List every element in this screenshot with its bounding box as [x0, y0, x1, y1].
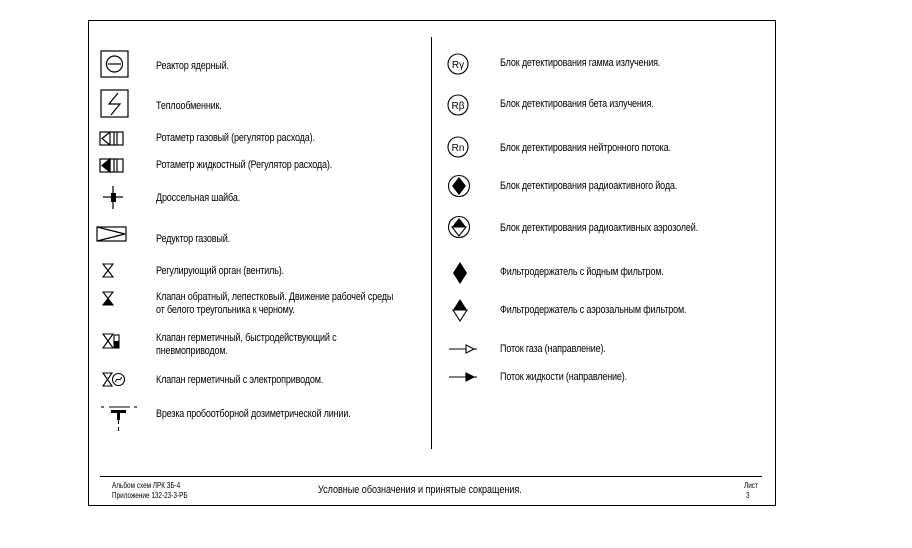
title-block-line: [100, 476, 762, 477]
drawing-sheet: [88, 20, 776, 506]
iodine-filter-icon: [451, 261, 469, 285]
legend-label-gas-rotameter: Ротаметр газовый (регулятор расхода).: [156, 132, 315, 144]
legend-label-aerosol-filter: Фильтродержатель с аэрозальным фильтром.: [500, 304, 687, 316]
gas-reducer-icon: [96, 226, 128, 243]
check-valve-icon: [102, 291, 114, 307]
legend-label-gas-flow: Поток газа (направление).: [500, 343, 606, 355]
iodine-detector-icon: [447, 174, 471, 198]
legend-label-valve: Регулирующий орган (вентиль).: [156, 265, 284, 277]
legend-label-gamma-detector: Блок детектирования гамма излучения.: [500, 57, 661, 69]
sheet-label: Лист: [744, 481, 758, 490]
svg-text:Rγ: Rγ: [451, 60, 465, 71]
gas-rotameter-icon: [99, 131, 125, 147]
reactor-icon: [100, 50, 130, 78]
legend-label-sampling-tap: Врезка пробоотборной дозиметрической линии.: [156, 408, 351, 420]
svg-text:Rβ: Rβ: [451, 101, 465, 112]
valve-icon: [102, 263, 114, 279]
gamma-detector-icon: [446, 52, 470, 76]
pneumatic-valve-icon: [102, 333, 122, 351]
legend-label-gas-reducer: Редуктор газовый.: [156, 233, 230, 245]
sheet-number: 3: [746, 491, 750, 500]
legend-label-electric-valve: Клапан герметичный с электроприводом.: [156, 374, 324, 386]
legend-label-beta-detector: Блок детектирования бета излучения.: [500, 98, 654, 110]
neutron-detector-icon: [446, 135, 470, 159]
aerosol-detector-icon: [447, 215, 471, 239]
column-divider: [431, 37, 432, 449]
legend-label-heat-exchanger: Теплообменник.: [156, 100, 222, 112]
appendix-reference: Приложение 132-23-3-РБ: [112, 491, 188, 500]
legend-label-check-valve: Клапан обратный, лепестковый. Движение рабочей среды от белого треугольника к черному.: [156, 291, 394, 316]
orifice-plate-icon: [101, 185, 125, 211]
sheet-title: Условные обозначения и принятые сокращения.: [318, 484, 522, 496]
legend-label-liquid-flow: Поток жидкости (направление).: [500, 371, 627, 383]
legend-label-liquid-rotameter: Ротаметр жидкостный (Регулятор расхода).: [156, 159, 333, 171]
svg-text:Rn: Rn: [451, 143, 465, 154]
aerosol-filter-icon: [451, 298, 469, 324]
liquid-flow-arrow-icon: [448, 371, 478, 383]
legend-label-iodine-filter: Фильтродержатель с йодным фильтром.: [500, 266, 664, 278]
beta-detector-icon: [446, 93, 470, 117]
legend-label-pneumatic-valve: Клапан герметичный, быстродействующий с пневмоприводом.: [156, 332, 337, 357]
legend-label-orifice-plate: Дроссельная шайба.: [156, 192, 241, 204]
legend-label-reactor: Реактор ядерный.: [156, 60, 229, 72]
liquid-rotameter-icon: [99, 158, 125, 174]
heat-exchanger-icon: [100, 89, 130, 119]
electric-valve-icon: [102, 372, 126, 388]
legend-label-neutron-detector: Блок детектирования нейтронного потока.: [500, 142, 671, 154]
gas-flow-arrow-icon: [448, 343, 478, 355]
legend-label-iodine-detector: Блок детектирования радиоактивного йода.: [500, 180, 678, 192]
album-reference: Альбом схем ЛРК 3Б-4: [112, 481, 181, 490]
legend-label-aerosol-detector: Блок детектирования радиоактивных аэрозолей.: [500, 222, 698, 234]
sampling-tap-icon: [100, 405, 138, 435]
